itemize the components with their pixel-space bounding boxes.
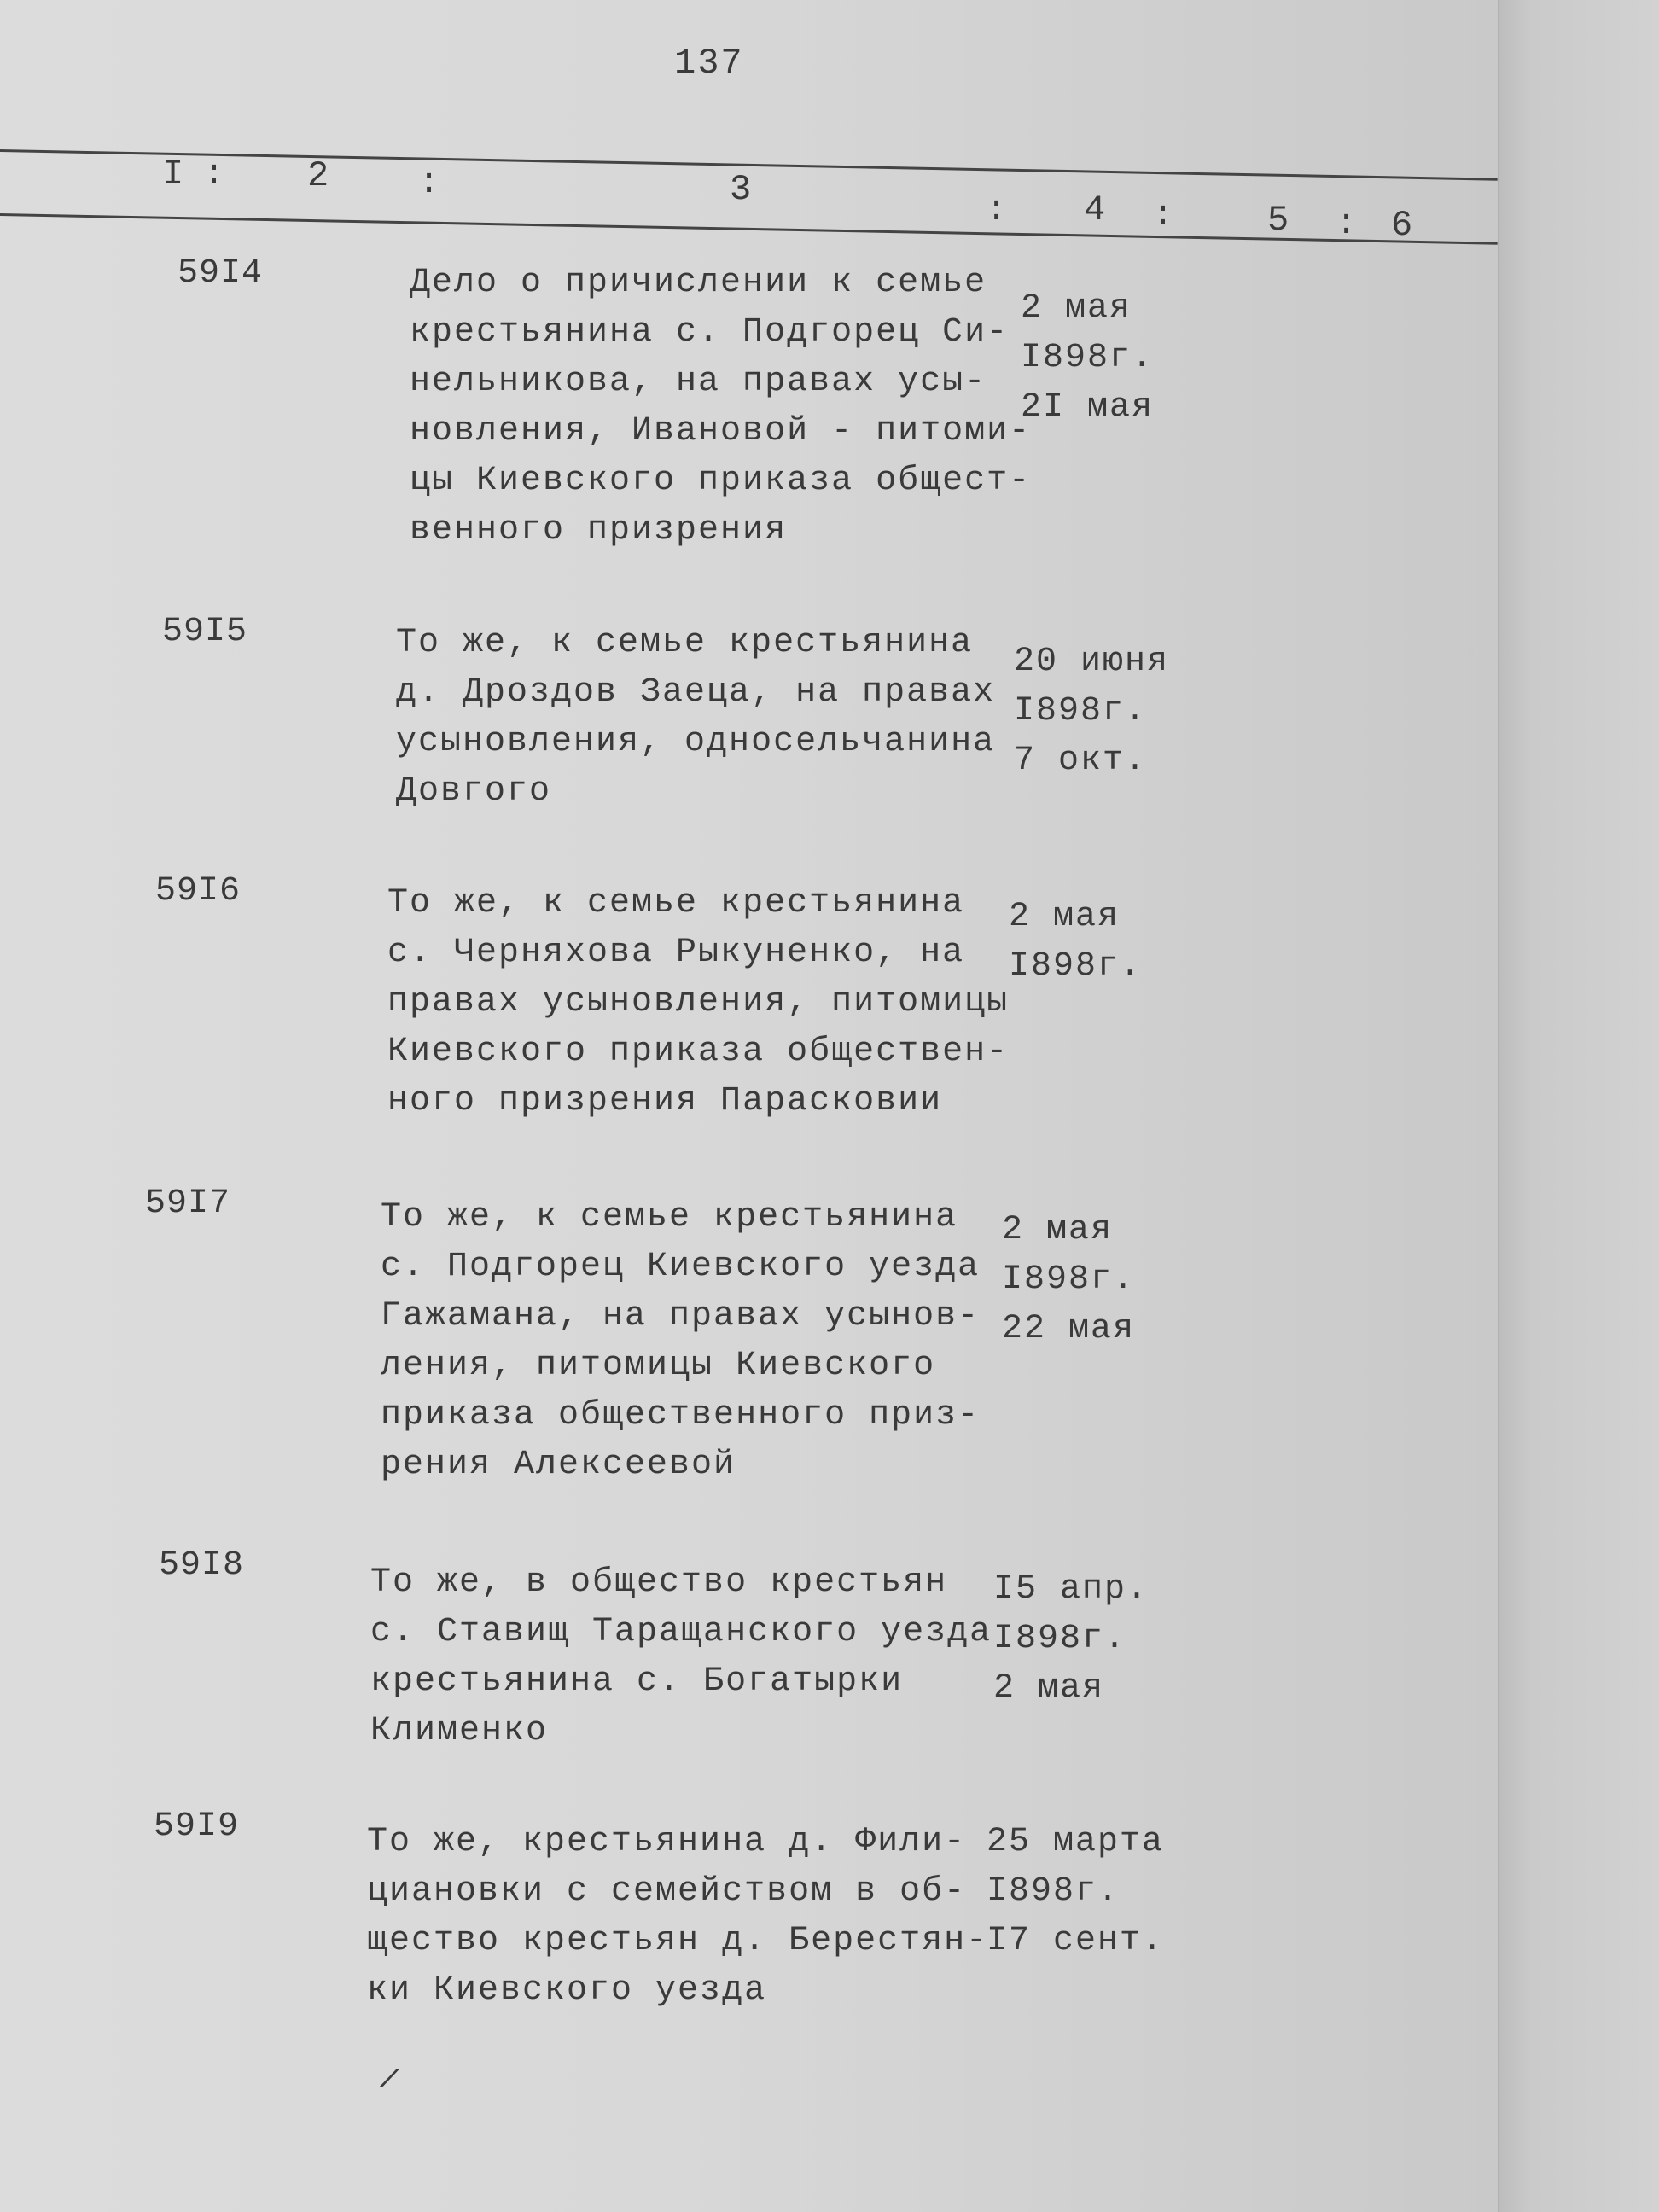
entry-date-start: I5 апр. xyxy=(993,1570,1150,1609)
entry-line: Клименко xyxy=(370,1712,549,1750)
entry-dates xyxy=(993,1565,1149,1714)
entry-line: Киевского приказа обществен- xyxy=(387,1033,1010,1071)
entry-line: То же, к семье крестьянина xyxy=(396,624,974,662)
column-header-2: 2 xyxy=(307,155,329,196)
entry-date-year: I898г. xyxy=(1009,947,1143,986)
entry-line: с. Черняхова Рыкуненко, на xyxy=(387,934,965,972)
entry-line: ки Киевского уезда xyxy=(367,1971,767,2010)
page-number: 137 xyxy=(674,43,744,84)
entry-line: рения Алексеевой xyxy=(381,1446,736,1484)
entry-date-start: 2 мая xyxy=(1009,898,1121,936)
entry-dates xyxy=(1009,893,1142,992)
column-header-3: 3 xyxy=(730,169,752,210)
entry-date-start: 25 марта xyxy=(987,1823,1165,1861)
entry-dates xyxy=(1002,1206,1135,1354)
entry-date-start: 2 мая xyxy=(1002,1211,1114,1249)
entry-number: 59I7 xyxy=(145,1185,231,1223)
entry-line: цы Киевского приказа общест- xyxy=(410,462,1032,500)
entry-line: усыновления, односельчанина xyxy=(396,723,996,761)
entry-line: новления, Ивановой - питоми- xyxy=(410,412,1032,451)
entry-number: 59I8 xyxy=(159,1546,245,1585)
entry-line: Гажамана, на правах усынов- xyxy=(381,1297,981,1336)
entry-description xyxy=(396,619,995,817)
entry-line: Дело о причислении к семье xyxy=(410,264,987,302)
entry-description xyxy=(387,879,1009,1126)
entry-dates xyxy=(1014,637,1169,786)
column-header-4: 4 xyxy=(1084,189,1106,230)
column-header-sep: : xyxy=(1152,195,1174,236)
page-edge-shadow xyxy=(1498,0,1659,2212)
entry-number: 59I9 xyxy=(154,1807,240,1846)
column-header-sep: : xyxy=(1336,203,1358,244)
entry-line: То же, в общество крестьян xyxy=(370,1563,948,1602)
entry-line: венного призрения xyxy=(410,511,788,550)
column-header-6: 6 xyxy=(1391,205,1413,246)
entry-line: циановки с семейством в об- xyxy=(367,1872,967,1911)
entry-line: ления, питомицы Киевского xyxy=(381,1347,936,1385)
entry-date-end: 22 мая xyxy=(1002,1310,1136,1348)
entry-date-start: 2 мая xyxy=(1021,289,1132,328)
entry-line: То же, крестьянина д. Фили- xyxy=(367,1823,967,1861)
entry-date-year: I898г. xyxy=(1021,339,1155,377)
entry-line: правах усыновления, питомицы xyxy=(387,983,1010,1022)
entry-line: ного призрения Парасковии xyxy=(387,1082,943,1121)
entry-line: д. Дроздов Заеца, на правах xyxy=(396,673,996,712)
entry-line: щество крестьян д. Берестян- xyxy=(367,1922,989,1960)
entry-dates xyxy=(987,1818,1164,1966)
entry-number: 59I6 xyxy=(155,872,242,911)
entry-line: приказа общественного приз- xyxy=(381,1396,981,1435)
entry-date-end: 7 окт. xyxy=(1014,742,1148,780)
entry-line: То же, к семье крестьянина xyxy=(387,884,965,923)
entry-dates xyxy=(1021,284,1154,433)
entry-date-start: 20 июня xyxy=(1014,643,1170,681)
column-header-sep: : xyxy=(203,154,225,195)
entry-line: Довгого xyxy=(396,772,552,811)
entry-date-end: 2 мая xyxy=(993,1669,1105,1708)
column-header-5: 5 xyxy=(1267,200,1289,241)
entry-line: нельникова, на правах усы- xyxy=(410,363,987,401)
entry-date-end: I7 сент. xyxy=(987,1922,1165,1960)
entry-date-year: I898г. xyxy=(1014,692,1148,731)
entry-number: 59I5 xyxy=(162,613,248,651)
stray-pen-mark: / xyxy=(375,2064,401,2099)
entry-line: крестьянина с. Подгорец Си- xyxy=(410,313,1010,352)
entry-line: с. Ставищ Таращанского уезда xyxy=(370,1613,992,1651)
entry-date-year: I898г. xyxy=(1002,1260,1136,1299)
entry-description xyxy=(381,1193,980,1490)
entry-description xyxy=(370,1558,992,1756)
entry-line: с. Подгорец Киевского уезда xyxy=(381,1248,981,1286)
column-header-sep: : xyxy=(418,162,440,203)
entry-description xyxy=(367,1818,988,2016)
entry-line: крестьянина с. Богатырки xyxy=(370,1662,904,1701)
entry-description xyxy=(410,259,1031,556)
column-header-sep: : xyxy=(986,189,1008,230)
entry-date-year: I898г. xyxy=(993,1620,1127,1658)
entry-date-end: 2I мая xyxy=(1021,388,1155,427)
entry-number: 59I4 xyxy=(178,254,264,293)
column-header-1: I xyxy=(162,154,184,195)
entry-date-year: I898г. xyxy=(987,1872,1121,1911)
entry-line: То же, к семье крестьянина xyxy=(381,1198,958,1237)
